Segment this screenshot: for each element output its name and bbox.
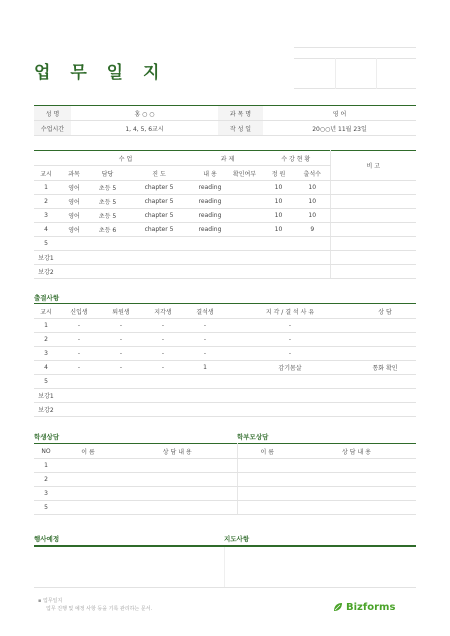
attendance-cell[interactable] [58, 403, 100, 417]
lessons-note-cell[interactable] [330, 251, 416, 265]
lessons-cell[interactable] [193, 265, 227, 279]
lessons-cell[interactable] [90, 237, 125, 251]
attendance-cell[interactable]: - [58, 347, 100, 361]
lessons-cell[interactable] [227, 195, 262, 209]
name-label: 성 명 [34, 106, 71, 121]
counsel-cell[interactable] [58, 473, 118, 487]
attendance-cell[interactable] [58, 389, 100, 403]
lessons-note-cell[interactable] [330, 223, 416, 237]
lessons-cell[interactable] [125, 237, 193, 251]
task-group-header: 과 제 [193, 151, 262, 166]
attendance-cell[interactable]: - [100, 361, 142, 375]
attendance-cell[interactable]: - [184, 347, 226, 361]
attendance-row [34, 389, 416, 403]
counsel-col-header: 이 름 [58, 444, 118, 459]
attendance-cell[interactable] [58, 375, 100, 389]
attendance-cell[interactable] [142, 403, 184, 417]
attendance-cell[interactable] [100, 403, 142, 417]
lessons-cell[interactable]: 10 [262, 223, 295, 237]
attendance-cell[interactable]: - [100, 333, 142, 347]
lessons-col-header: 담당 [90, 166, 125, 181]
attendance-cell[interactable] [142, 375, 184, 389]
counsel-cell[interactable] [237, 501, 297, 515]
lessons-cell[interactable]: 영어 [58, 195, 90, 209]
attendance-cell[interactable] [184, 375, 226, 389]
lessons-col-header: 진 도 [125, 166, 193, 181]
schedule-divider-bottom [34, 587, 416, 588]
counsel-cell[interactable]: 3 [34, 487, 58, 501]
counsel-cell[interactable] [118, 501, 237, 515]
lessons-cell[interactable] [262, 251, 295, 265]
lessons-col-header: 과목 [58, 166, 90, 181]
counsel-cell[interactable] [118, 473, 237, 487]
attendance-col-header: 상 담 [354, 304, 416, 319]
lessons-cell[interactable]: 5 [34, 237, 58, 251]
attendance-cell[interactable]: - [58, 333, 100, 347]
attendance-row [34, 361, 416, 375]
counsel-cell[interactable] [58, 487, 118, 501]
lessons-row [34, 195, 416, 209]
attendance-cell[interactable]: 통화 확인 [354, 361, 416, 375]
counsel-cell[interactable] [118, 487, 237, 501]
counsel-cell[interactable]: 2 [34, 473, 58, 487]
lessons-cell[interactable]: 10 [295, 195, 330, 209]
lessons-cell[interactable] [295, 237, 330, 251]
attendance-cell[interactable]: 보강1 [34, 389, 58, 403]
document-title: 업 무 일 지 [34, 63, 167, 83]
schedule-title: 행사예정 [34, 535, 60, 543]
attendance-cell[interactable]: 2 [34, 333, 58, 347]
parent-counsel-title: 학부모상담 [237, 433, 269, 441]
lessons-cell[interactable]: 초등 5 [90, 209, 125, 223]
class-time-value[interactable]: 1, 4, 5, 6교시 [71, 121, 218, 136]
attendance-cell[interactable]: - [226, 347, 354, 361]
lessons-cell[interactable] [58, 265, 90, 279]
attendance-table [34, 303, 416, 417]
counsel-cell[interactable]: 5 [34, 501, 58, 515]
attendance-cell[interactable]: - [58, 319, 100, 333]
lessons-note-cell[interactable] [330, 209, 416, 223]
footer-description: 업무 진행 및 예정 사항 등을 기록 관리하는 문서. [46, 606, 153, 612]
lessons-cell[interactable] [295, 265, 330, 279]
attendance-cell[interactable]: - [184, 319, 226, 333]
counsel-cell[interactable] [118, 459, 237, 473]
lessons-col-header: 내 용 [193, 166, 227, 181]
attendance-cell[interactable] [226, 389, 354, 403]
counsel-cell[interactable] [297, 459, 416, 473]
schedule-area[interactable] [34, 547, 225, 587]
lessons-cell[interactable]: 초등 5 [90, 195, 125, 209]
lessons-cell[interactable] [90, 251, 125, 265]
attendance-cell[interactable] [184, 403, 226, 417]
bizforms-logo: Bizforms [333, 602, 395, 613]
lessons-cell[interactable]: 2 [34, 195, 58, 209]
attendance-cell[interactable] [226, 403, 354, 417]
lessons-cell[interactable]: reading [193, 209, 227, 223]
lessons-table [34, 150, 416, 279]
footer-doc-name: ▪ 업무일지 [38, 598, 63, 604]
counsel-cell[interactable] [237, 487, 297, 501]
lesson-group-header: 수 업 [58, 151, 193, 166]
attendance-col-header: 지각생 [142, 304, 184, 319]
lessons-cell[interactable] [262, 265, 295, 279]
attendance-cell[interactable]: - [142, 347, 184, 361]
lessons-cell[interactable]: reading [193, 223, 227, 237]
counsel-cell[interactable]: 1 [34, 459, 58, 473]
approval-box [294, 47, 416, 89]
lessons-row [34, 181, 416, 195]
attendance-cell[interactable] [354, 319, 416, 333]
lessons-cell[interactable]: 초등 5 [90, 181, 125, 195]
lessons-cell[interactable]: chapter 5 [125, 181, 193, 195]
name-value[interactable]: 홍 ○ ○ [71, 106, 218, 121]
lessons-cell[interactable] [193, 237, 227, 251]
lessons-cell[interactable]: 영어 [58, 209, 90, 223]
lessons-cell[interactable]: reading [193, 195, 227, 209]
attendance-col-header: 퇴원생 [100, 304, 142, 319]
guidance-area[interactable] [225, 547, 416, 587]
attendance-cell[interactable]: - [100, 347, 142, 361]
attendance-cell[interactable]: - [142, 319, 184, 333]
lessons-cell[interactable] [262, 237, 295, 251]
counsel-col-header: 상 담 내 용 [297, 444, 416, 459]
counsel-cell[interactable] [58, 501, 118, 515]
lessons-cell[interactable]: 초등 6 [90, 223, 125, 237]
attendance-cell[interactable]: 3 [34, 347, 58, 361]
counsel-row [34, 473, 416, 487]
lessons-note-cell[interactable] [330, 181, 416, 195]
attendance-cell[interactable] [354, 347, 416, 361]
counsel-cell[interactable] [58, 459, 118, 473]
lessons-cell[interactable]: 10 [262, 209, 295, 223]
attendance-cell[interactable]: 보강2 [34, 403, 58, 417]
lessons-cell[interactable] [193, 251, 227, 265]
counsel-cell[interactable] [297, 501, 416, 515]
lessons-cell[interactable] [227, 181, 262, 195]
lessons-cell[interactable]: 4 [34, 223, 58, 237]
lessons-cell[interactable] [58, 251, 90, 265]
subject-label: 과 목 명 [218, 106, 263, 121]
lessons-cell[interactable] [227, 251, 262, 265]
attendance-cell[interactable] [100, 375, 142, 389]
counsel-cell[interactable] [297, 473, 416, 487]
counsel-cell[interactable] [237, 473, 297, 487]
attendance-cell[interactable]: 감기몸살 [226, 361, 354, 375]
attendance-col-header: 결석생 [184, 304, 226, 319]
subject-value[interactable]: 영 어 [263, 106, 416, 121]
attendance-cell[interactable]: - [100, 319, 142, 333]
lessons-cell[interactable] [227, 237, 262, 251]
lessons-row [34, 265, 416, 279]
attendance-cell[interactable]: - [142, 361, 184, 375]
lessons-cell[interactable] [227, 209, 262, 223]
attendance-cell[interactable] [226, 375, 354, 389]
lessons-cell[interactable] [125, 251, 193, 265]
attendance-cell[interactable]: - [142, 333, 184, 347]
attend-group-header: 수 강 현 황 [262, 151, 330, 166]
guidance-title: 지도사항 [224, 535, 250, 543]
attendance-col-header: 교시 [34, 304, 58, 319]
counsel-table [34, 443, 416, 515]
attendance-row [34, 347, 416, 361]
lessons-note-cell[interactable] [330, 237, 416, 251]
lessons-cell[interactable]: 9 [295, 223, 330, 237]
lessons-row [34, 209, 416, 223]
attendance-row [34, 333, 416, 347]
attendance-cell[interactable]: 5 [34, 375, 58, 389]
counsel-row [34, 487, 416, 501]
lessons-cell[interactable]: 10 [262, 181, 295, 195]
lessons-cell[interactable] [227, 223, 262, 237]
attendance-section-title: 출결사항 [34, 294, 60, 302]
attendance-col-header: 신입생 [58, 304, 100, 319]
lessons-cell[interactable]: 영어 [58, 223, 90, 237]
lessons-cell[interactable] [125, 265, 193, 279]
lessons-cell[interactable] [227, 265, 262, 279]
lessons-note-cell[interactable] [330, 265, 416, 279]
lessons-cell[interactable]: 10 [295, 209, 330, 223]
attendance-cell[interactable] [354, 389, 416, 403]
attendance-cell[interactable] [184, 389, 226, 403]
lessons-row [34, 237, 416, 251]
attendance-cell[interactable] [354, 333, 416, 347]
lessons-cell[interactable]: chapter 5 [125, 223, 193, 237]
attendance-cell[interactable] [354, 375, 416, 389]
lessons-cell[interactable]: 10 [295, 181, 330, 195]
lessons-cell[interactable]: 보강2 [34, 265, 58, 279]
date-label: 작 성 일 [218, 121, 263, 136]
date-value[interactable]: 20○○년 11월 23일 [263, 121, 416, 136]
lessons-col-header: 출석수 [295, 166, 330, 181]
attendance-cell[interactable]: - [58, 361, 100, 375]
leaf-logo-icon [333, 602, 343, 612]
lessons-row [34, 223, 416, 237]
lessons-cell[interactable]: 영어 [58, 181, 90, 195]
lessons-cell[interactable] [295, 251, 330, 265]
attendance-cell[interactable]: 4 [34, 361, 58, 375]
counsel-col-header: NO [34, 444, 58, 459]
student-counsel-title: 학생상담 [34, 433, 60, 441]
counsel-row [34, 501, 416, 515]
attendance-cell[interactable]: - [226, 333, 354, 347]
lessons-col-header: 교시 [34, 166, 58, 181]
lessons-col-header: 정 원 [262, 166, 295, 181]
lessons-cell[interactable]: 10 [262, 195, 295, 209]
attendance-row [34, 319, 416, 333]
attendance-cell[interactable]: - [226, 319, 354, 333]
info-table [34, 105, 416, 136]
lessons-cell[interactable]: 1 [34, 181, 58, 195]
note-header: 비 고 [330, 151, 416, 181]
counsel-cell[interactable] [237, 459, 297, 473]
attendance-cell[interactable]: 1 [184, 361, 226, 375]
lessons-col-header: 확인여부 [227, 166, 262, 181]
attendance-cell[interactable] [100, 389, 142, 403]
counsel-cell[interactable] [297, 487, 416, 501]
lessons-cell[interactable] [90, 265, 125, 279]
attendance-row [34, 375, 416, 389]
lessons-cell[interactable]: 보강1 [34, 251, 58, 265]
class-time-label: 수업시간 [34, 121, 71, 136]
counsel-row [34, 459, 416, 473]
counsel-col-header: 이 름 [237, 444, 297, 459]
lessons-cell[interactable]: chapter 5 [125, 209, 193, 223]
lessons-note-cell[interactable] [330, 195, 416, 209]
attendance-col-header: 지 각 / 결 석 사 유 [226, 304, 354, 319]
attendance-row [34, 403, 416, 417]
counsel-col-header: 상 담 내 용 [118, 444, 237, 459]
lessons-cell[interactable]: chapter 5 [125, 195, 193, 209]
lessons-cell[interactable]: 3 [34, 209, 58, 223]
lessons-cell[interactable] [58, 237, 90, 251]
attendance-cell[interactable] [142, 389, 184, 403]
attendance-cell[interactable]: - [184, 333, 226, 347]
attendance-cell[interactable] [354, 403, 416, 417]
lessons-cell[interactable]: reading [193, 181, 227, 195]
lessons-row [34, 251, 416, 265]
attendance-cell[interactable]: 1 [34, 319, 58, 333]
